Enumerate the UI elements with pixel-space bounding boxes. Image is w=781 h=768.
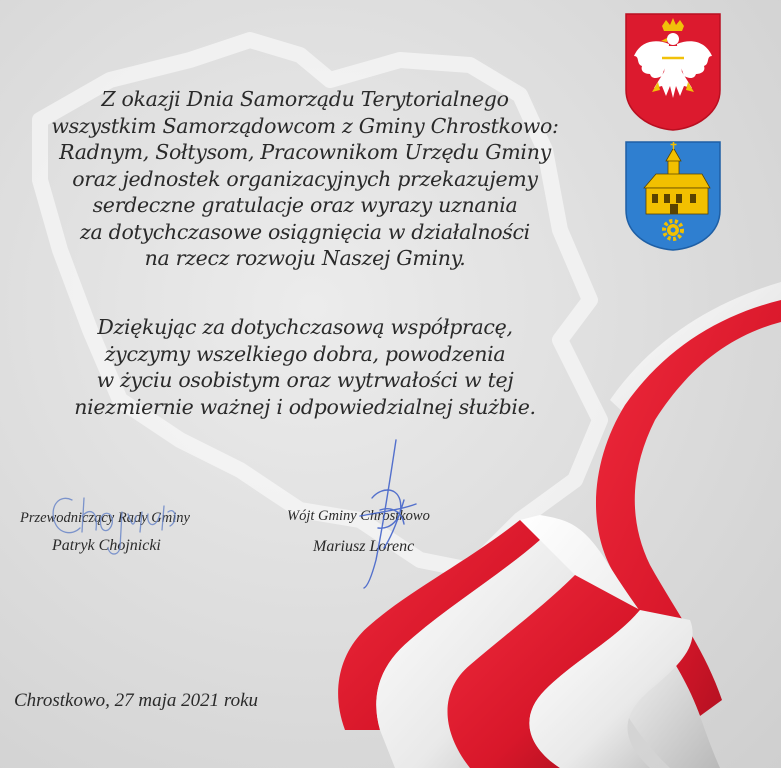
greeting-line: na rzecz rozwoju Naszej Gminy.: [144, 246, 466, 270]
mayor-name: Mariusz Lorenc: [313, 538, 415, 555]
greeting-line: wszystkim Samorządowcom z Gminy Chrostkowo:: [51, 113, 559, 138]
greeting-line: Z okazji Dnia Samorządu Terytorialnego: [101, 87, 509, 111]
greeting-paragraph-1: [0, 86, 610, 272]
greeting-line: za dotychczasowe osiągnięcia w działalności: [80, 219, 530, 244]
council-chair-role: Przewodniczący Rady Gminy: [20, 510, 190, 526]
greeting-line: w życiu osobistym oraz wytrwałości w tej: [96, 368, 514, 392]
greeting-paragraph-2: [0, 314, 610, 420]
place-and-date: Chrostkowo, 27 maja 2021 roku: [14, 690, 259, 711]
greeting-line: Dziękując za dotychczasową współpracę,: [97, 315, 513, 339]
greeting-line: serdeczne gratulacje oraz wyrazy uznania: [92, 193, 518, 217]
greeting-line: niezmiernie ważnej i odpowiedzialnej służbie.: [74, 394, 536, 419]
greeting-line: Radnym, Sołtysom, Pracownikom Urzędu Gminy: [59, 140, 551, 164]
mayor-role: Wójt Gminy Chrostkowo: [287, 508, 430, 524]
greeting-line: życzymy wszelkiego dobra, powodzenia: [104, 341, 506, 366]
greeting-line: oraz jednostek organizacyjnych przekazujemy: [72, 166, 538, 191]
council-chair-name: Patryk Chojnicki: [52, 537, 161, 554]
chrostkowo-coat-of-arms-icon: [624, 140, 722, 252]
white-eagle-emblem-icon: [624, 12, 722, 132]
